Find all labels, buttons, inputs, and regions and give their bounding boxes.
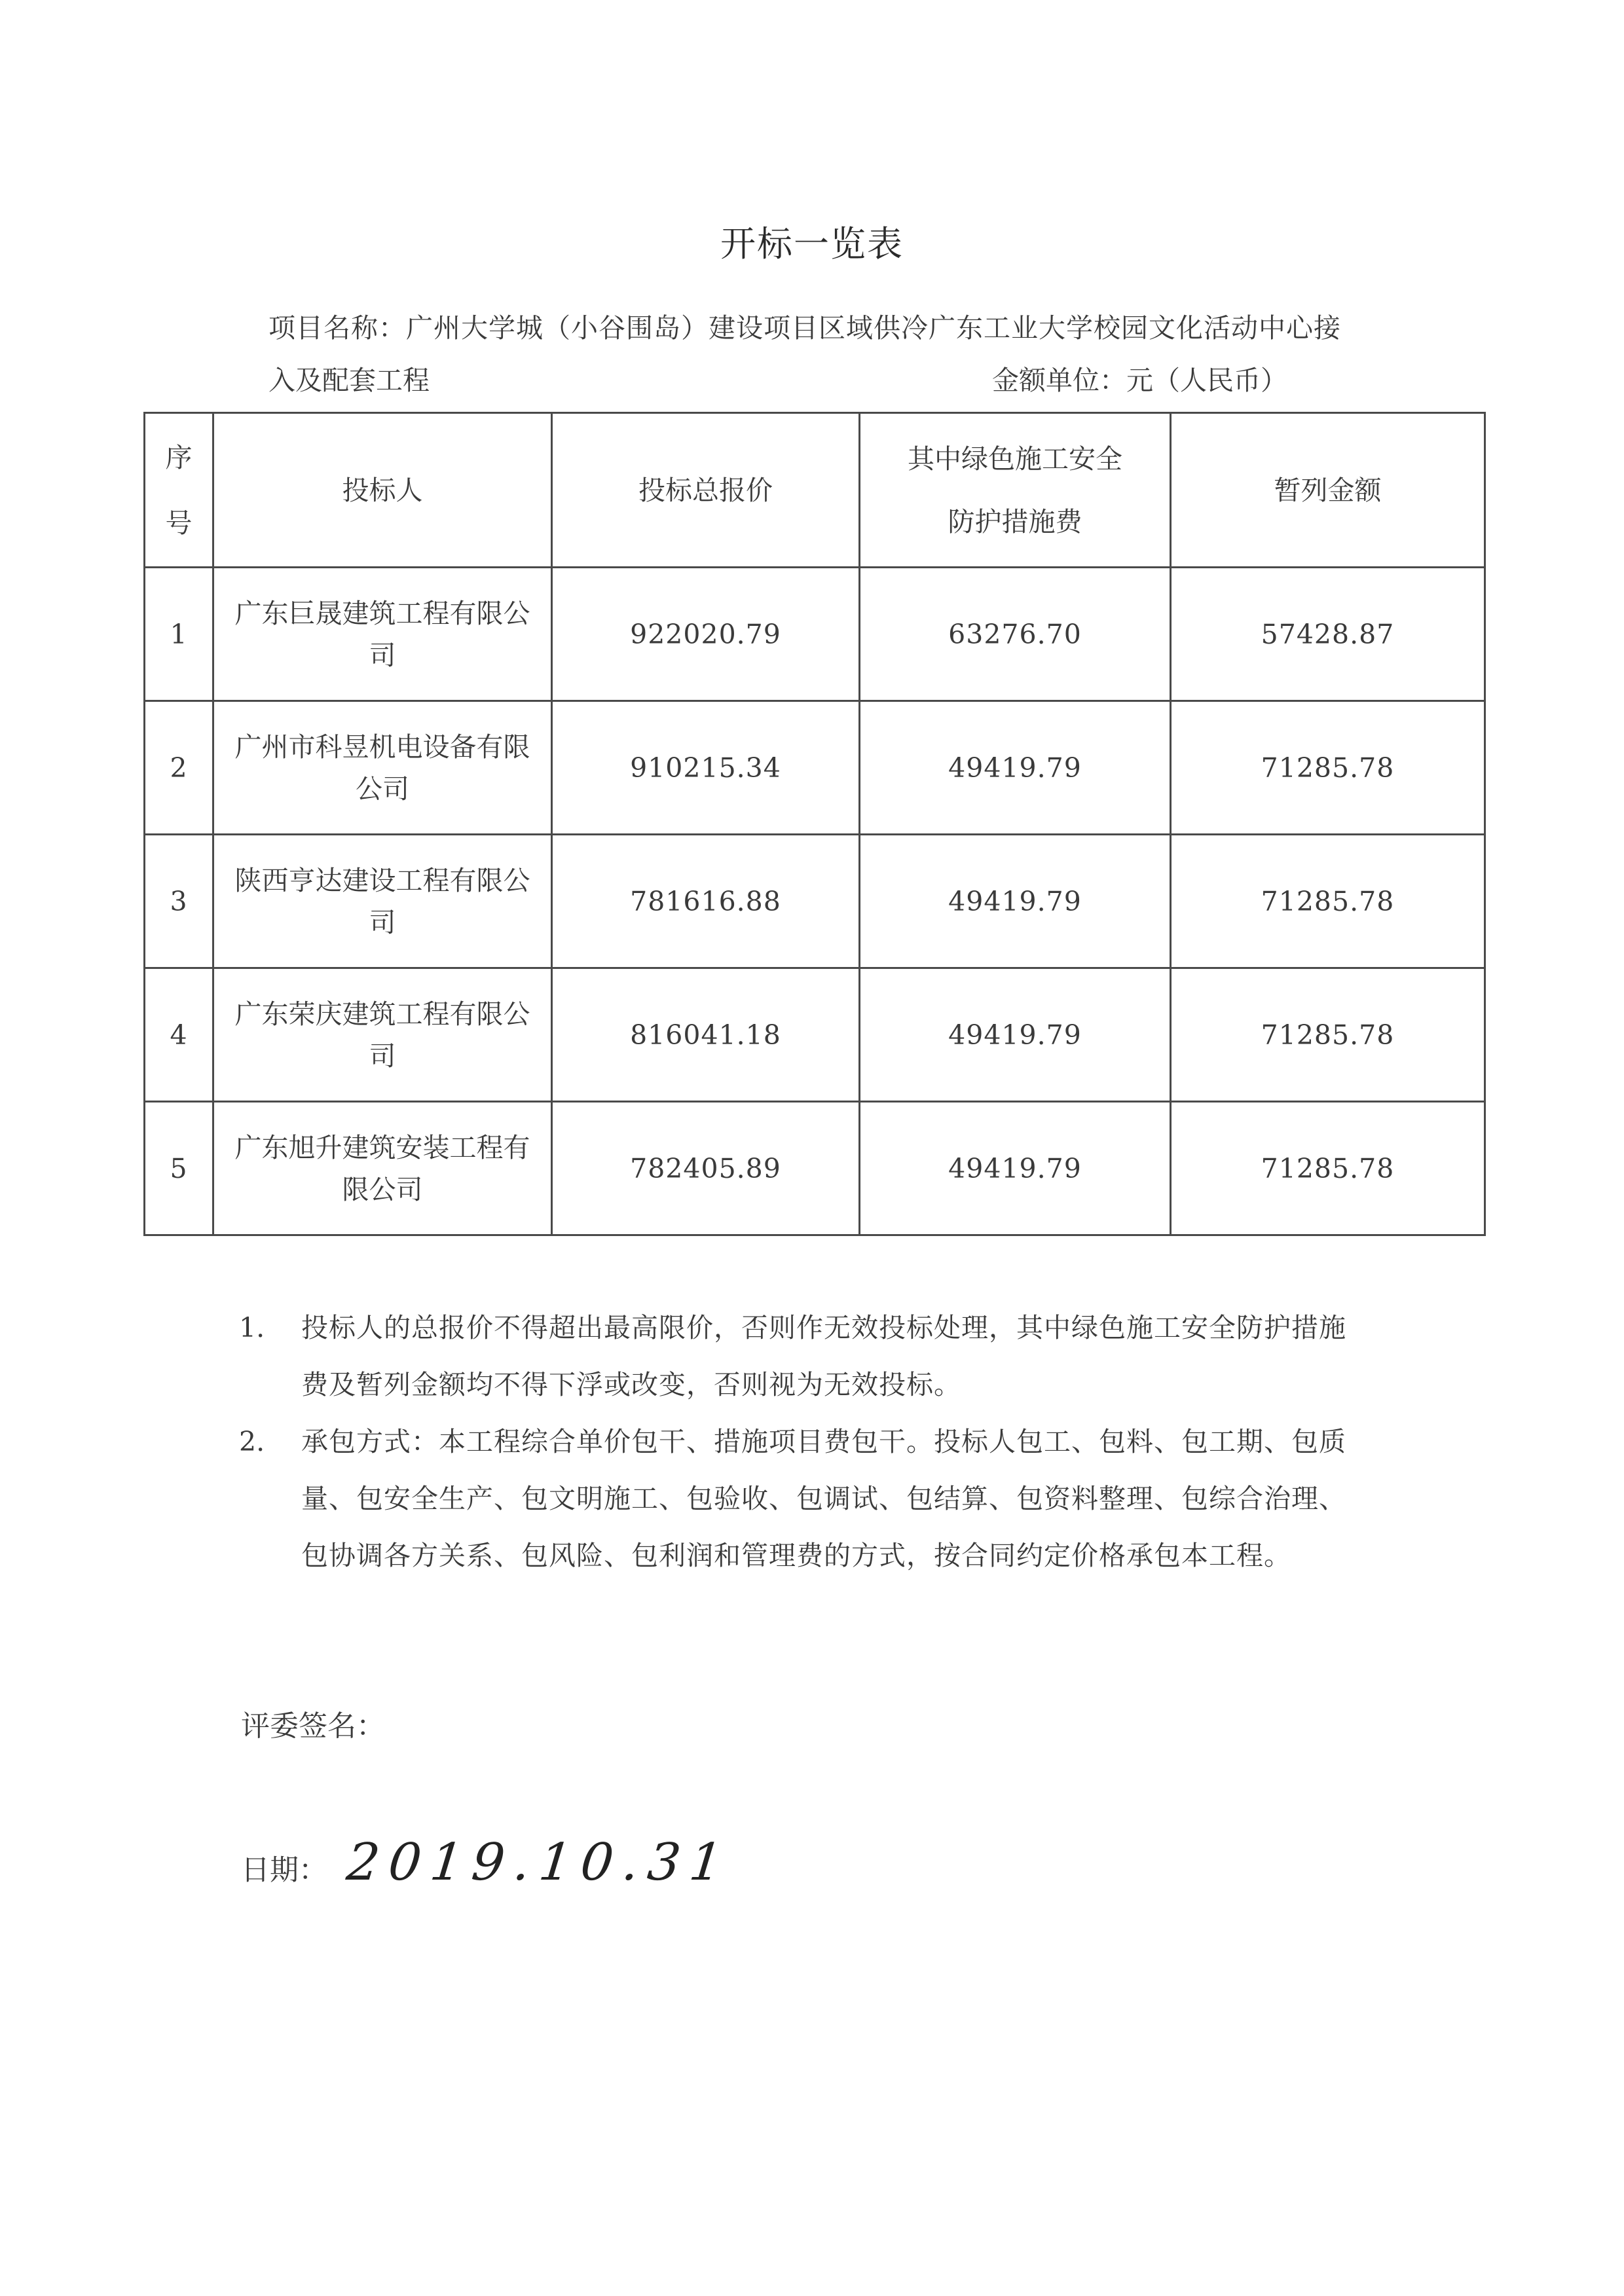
cell-green-safety-fee: 49419.79 (860, 1102, 1171, 1235)
table-row (145, 835, 1485, 968)
cell-total-price: 816041.18 (552, 968, 860, 1102)
cell-total-price: 910215.34 (552, 701, 860, 835)
cell-green-safety-fee: 63276.70 (860, 568, 1171, 701)
note-item (239, 1413, 1352, 1584)
table-row (145, 701, 1485, 835)
note-number: 1. (239, 1312, 265, 1343)
cell-bidder: 陕西亨达建设工程有限公司 (213, 835, 552, 968)
cell-provisional-sum: 71285.78 (1171, 701, 1485, 835)
cell-seq: 2 (145, 701, 213, 835)
cell-bidder: 广东荣庆建筑工程有限公司 (213, 968, 552, 1102)
note-text: 承包方式：本工程综合单价包干、措施项目费包干。投标人包工、包料、包工期、包质量、包安全生产、包文明施工、包验收、包调试、包结算、包资料整理、包综合治理、包协调各方关系、包风险、包利润和管理费的方式，按合同约定价格承包本工程。 (301, 1426, 1346, 1571)
cell-bidder: 广东巨晟建筑工程有限公司 (213, 568, 552, 701)
header-bidder: 投标人 (213, 413, 552, 568)
cell-seq: 3 (145, 835, 213, 968)
header-provisional-sum: 暂列金额 (1171, 413, 1485, 568)
cell-green-safety-fee: 49419.79 (860, 968, 1171, 1102)
cell-green-safety-fee: 49419.79 (860, 835, 1171, 968)
header-total-price: 投标总报价 (552, 413, 860, 568)
judge-signature-label: 评委签名： (241, 1709, 385, 1743)
cell-seq: 1 (145, 568, 213, 701)
note-text: 投标人的总报价不得超出最高限价，否则作无效投标处理，其中绿色施工安全防护措施费及暂列金额均不得下浮或改变，否则视为无效投标。 (301, 1312, 1346, 1400)
notes-list (239, 1300, 1352, 1584)
project-name-line2: 入及配套工程 (268, 365, 430, 396)
project-name-line1: 项目名称：广州大学城（小谷围岛）建设项目区域供冷广东工业大学校园文化活动中心接 (268, 312, 1341, 344)
date-row (241, 1833, 735, 1892)
bid-opening-table (143, 412, 1486, 1236)
handwritten-date: 2019.10.31 (344, 1833, 735, 1892)
cell-seq: 5 (145, 1102, 213, 1235)
currency-unit: 金额单位：元（人民币） (992, 365, 1287, 396)
cell-total-price: 782405.89 (552, 1102, 860, 1235)
note-number: 2. (239, 1426, 265, 1457)
header-seq: 序号 (145, 413, 213, 568)
header-green-safety-fee: 其中绿色施工安全防护措施费 (860, 413, 1171, 568)
table-header-row (145, 413, 1485, 568)
cell-seq: 4 (145, 968, 213, 1102)
cell-bidder: 广州市科昱机电设备有限公司 (213, 701, 552, 835)
cell-bidder: 广东旭升建筑安装工程有限公司 (213, 1102, 552, 1235)
cell-green-safety-fee: 49419.79 (860, 701, 1171, 835)
cell-provisional-sum: 71285.78 (1171, 1102, 1485, 1235)
table-row (145, 1102, 1485, 1235)
cell-total-price: 781616.88 (552, 835, 860, 968)
cell-provisional-sum: 71285.78 (1171, 835, 1485, 968)
note-item (239, 1300, 1352, 1413)
table-row (145, 968, 1485, 1102)
cell-provisional-sum: 57428.87 (1171, 568, 1485, 701)
page-title: 开标一览表 (720, 223, 904, 264)
cell-provisional-sum: 71285.78 (1171, 968, 1485, 1102)
cell-total-price: 922020.79 (552, 568, 860, 701)
table-row (145, 568, 1485, 701)
date-label: 日期： (241, 1853, 327, 1887)
